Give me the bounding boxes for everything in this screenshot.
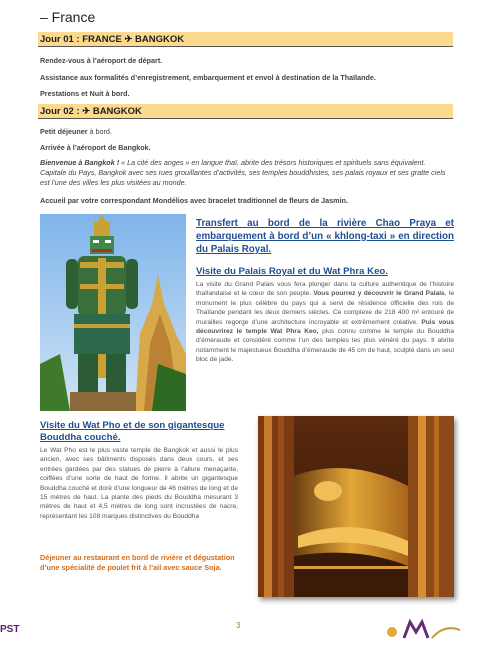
reclining-buddha-image	[258, 416, 454, 597]
guardian-statue-photo	[40, 214, 186, 411]
breakfast-label: Petit déjeuner	[40, 127, 88, 136]
day-1-paragraph-1: Rendez-vous à l’aéroport de départ.	[40, 56, 163, 65]
day-2-reception: Accueil par votre correspondant Mondélios avec bracelet traditionnel de fleurs de Jasmin.	[40, 196, 348, 205]
day-1-header: Jour 01 : FRANCE ✈ BANGKOK	[38, 32, 453, 47]
breakfast-rest: à bord.	[87, 127, 112, 136]
palace-text-a: La visite du Grand Palais vous fera plonger dans la culture authentique de l’histoire thaïlandaise et le cœur de son peuple.	[196, 281, 454, 298]
watpho-description: Le Wat Pho est le plus vaste temple de Bangkok et aussi le plus ancien, avec ses bâtiments disposés dans deux cours, et ses entrées gardées par des statues de pierre à l’allure menaçante, coiffées d’une sorte de haut de forme. Il abrite un gigantesque Bouddha couché et doré d’une longueur de 46 mètres de long et de 15 mètres de haut. La plante des pieds du Bouddha mesurant 3 mètres de haut et 4,5 mètres de long sont incrustées de nacre, représentant les 108 marques distinctives du Bouddha	[40, 447, 238, 520]
reclining-buddha-photo	[258, 416, 454, 597]
palace-text-b: Vous pourrez y découvrir le Grand Palais	[313, 290, 445, 298]
welcome-rest: « La cité des anges » en langue thaï, abrite des trésors historiques et spirituels sans équivalent. Capitale du Pays, Bangkok avec ses rues grouillantes d’activités, ses temples bouddhistes, ses palais royaux et ses gratte ciels est l’une des villes les plus visitées au monde.	[40, 158, 446, 187]
day-2-arrival: Arrivée à l’aéroport de Bangkok.	[40, 143, 151, 152]
transfer-heading: Transfert au bord de la rivière Chao Praya et embarquement à bord d’un « khlong-taxi » en direction du Palais Royal.	[196, 218, 454, 255]
palace-description	[196, 280, 454, 365]
watpho-heading: Visite du Wat Pho et de son gigantesque Bouddha couché.	[40, 420, 225, 443]
day-2-welcome	[40, 158, 452, 188]
page-number: 3	[236, 621, 241, 630]
day-2-breakfast	[40, 127, 452, 137]
palace-text-c: , le monument le plus célèbre du pays qui a servi de résidence officielle des rois de Thaïlande pendant les deux derniers siècles. Ce complexe de 218 400 m² entouré de murailles regorge d’une architecture incroyable et extrêmement créative.	[196, 290, 455, 326]
page-title: – France	[40, 9, 96, 25]
day-2-header: Jour 02 : ✈ BANGKOK	[38, 104, 453, 119]
lunch-text: Déjeuner au restaurant en bord de rivière et dégustation d’une spécialité de poulet frit à l’ail avec sauce Soja.	[40, 553, 235, 572]
footer-logo-right	[384, 618, 480, 640]
guardian-statue-image	[40, 214, 186, 411]
day-1-paragraph-3: Prestations et Nuit à bord.	[40, 89, 130, 98]
day-1-paragraph-2: Assistance aux formalités d’enregistrement, embarquement et envol à destination de la Thaïlande.	[40, 73, 376, 82]
palace-text-d: Puis vous découvrirez le temple Wat Phra Keo,	[196, 318, 454, 336]
palace-text-e: plus connu comme le temple du Bouddha d’émeraude et considéré comme l’un des temples les plus vénéré du pays. Il abrite notamment le majestueux Bouddha d’émeraude de 45 cm de haut, sculpté dans un seul bloc de jade.	[196, 328, 454, 364]
palace-heading: Visite du Palais Royal et du Wat Phra Keo.	[196, 266, 388, 277]
footer-logo-left: PST	[0, 624, 20, 635]
welcome-bold: Bienvenue à Bangkok !	[40, 158, 120, 167]
mondelios-logo-mark	[384, 618, 480, 640]
